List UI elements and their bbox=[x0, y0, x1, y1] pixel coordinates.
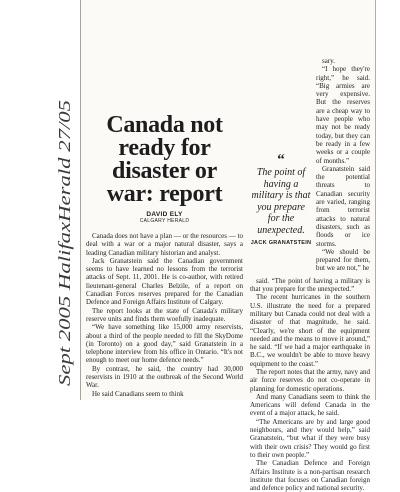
article-paragraph: sary. bbox=[322, 57, 335, 65]
article-paragraph: The report notes that the army, navy and air force reserves do not co-operate in planning for domestic operations. bbox=[250, 367, 370, 393]
article-paragraph: Jack Granatstein said the Canadian government seems to have learned no lessons from the terrorist attacks of Sept. 11, 2001. He is co-author, with retired lieutenant-general Charles Belzile, of a report on Canadian Forces reserves prepared for the Canadian Defence and Foreign Affairs Institute of Calgary. bbox=[86, 256, 243, 307]
pull-quote-attribution: JACK GRANATSTEIN bbox=[250, 240, 312, 246]
article-main-column bbox=[86, 114, 243, 398]
article-paragraph: Canada does not have a plan — or the resources — to deal with a war or a major natural disaster, says a leading Canadian military historian and analyst. bbox=[86, 232, 243, 257]
article-paragraph: Granatstein said the potential threats to Canadian security are varied, ranging from terrorist attacks to natural disasters, such as floods or ice storms. bbox=[316, 164, 370, 248]
article-paragraph: He said Canadians seem to think bbox=[92, 389, 184, 398]
article-paragraph: “We should be prepared for them, but we are not,” he bbox=[316, 247, 370, 273]
handwritten-note-text: Sept 2005 HalifaxHerald 27/05 bbox=[55, 172, 74, 386]
article-body-col2 bbox=[250, 277, 370, 492]
article-paragraph: The recent hurricanes in the southern U.S. illustrate the need for a prepared military but Canada could not deal with a disaster of that magnitude, he said. “Clearly, we're short of the equipment needed and the means to move it around,” he said. “If we had a major earthquake in B.C., we wouldn't be able to move heavy equipment to the coast.” bbox=[250, 293, 370, 368]
article-headline bbox=[86, 114, 243, 206]
article-paragraph: By contrast, he said, the country had 30,000 reservists in 1910 at the outbreak of the Second World War. bbox=[86, 364, 243, 390]
article-paragraph: “We have something like 15,000 army reservists, about a third of the people needed to fill the SkyDome (in Toronto) on a good day,” said Granatstein in a telephone interview from his office in Ontario. “It's not enough to meet our home defence needs.” bbox=[86, 323, 243, 365]
article-paragraph: said. “The point of having a military is that you prepare for the unexpected.” bbox=[250, 276, 370, 294]
article-paragraph: “The Americans are by and large good neighbours, and they would help,” said Granatstein, “but what if they were busy with their own crisis? They would go first to their own people.” bbox=[250, 417, 370, 459]
headline-line: disaster or bbox=[112, 158, 217, 184]
headline-line: ready for bbox=[118, 135, 211, 161]
quote-mark-icon: “ bbox=[277, 152, 285, 168]
article-paragraph: The report looks at the state of Canada's military reserve units and finds them woefully inadequate. bbox=[86, 306, 243, 323]
byline-author: DAVID ELY bbox=[146, 211, 183, 218]
headline-line: war: report bbox=[106, 181, 223, 207]
article-paragraph: “I hope they're right,” he said. “Big armies are very expensive. But the reserves are a cheap way to have people who may not be ready today, but they can be ready in a few weeks or a couple of months.” bbox=[316, 65, 370, 165]
article-body-col2-top bbox=[316, 57, 370, 273]
byline bbox=[86, 211, 243, 225]
pull-quote bbox=[250, 152, 312, 247]
headline-line: Canada not bbox=[106, 112, 223, 138]
article-second-column bbox=[250, 57, 370, 492]
byline-publication: CALGARY HERALD bbox=[139, 218, 190, 224]
article-body-col1 bbox=[86, 232, 243, 398]
pull-quote-text: The point of having a military is that you prepare for the unexpected. bbox=[251, 167, 311, 236]
article-paragraph: And many Canadians seem to think the Americans will defend Canada in the event of a major attack, he said. bbox=[250, 392, 370, 418]
article-paragraph: The Canadian Defence and Foreign Affairs Institute is a non-partisan research institute that focuses on Canadian foreign and defence policy and national security. bbox=[250, 459, 370, 492]
